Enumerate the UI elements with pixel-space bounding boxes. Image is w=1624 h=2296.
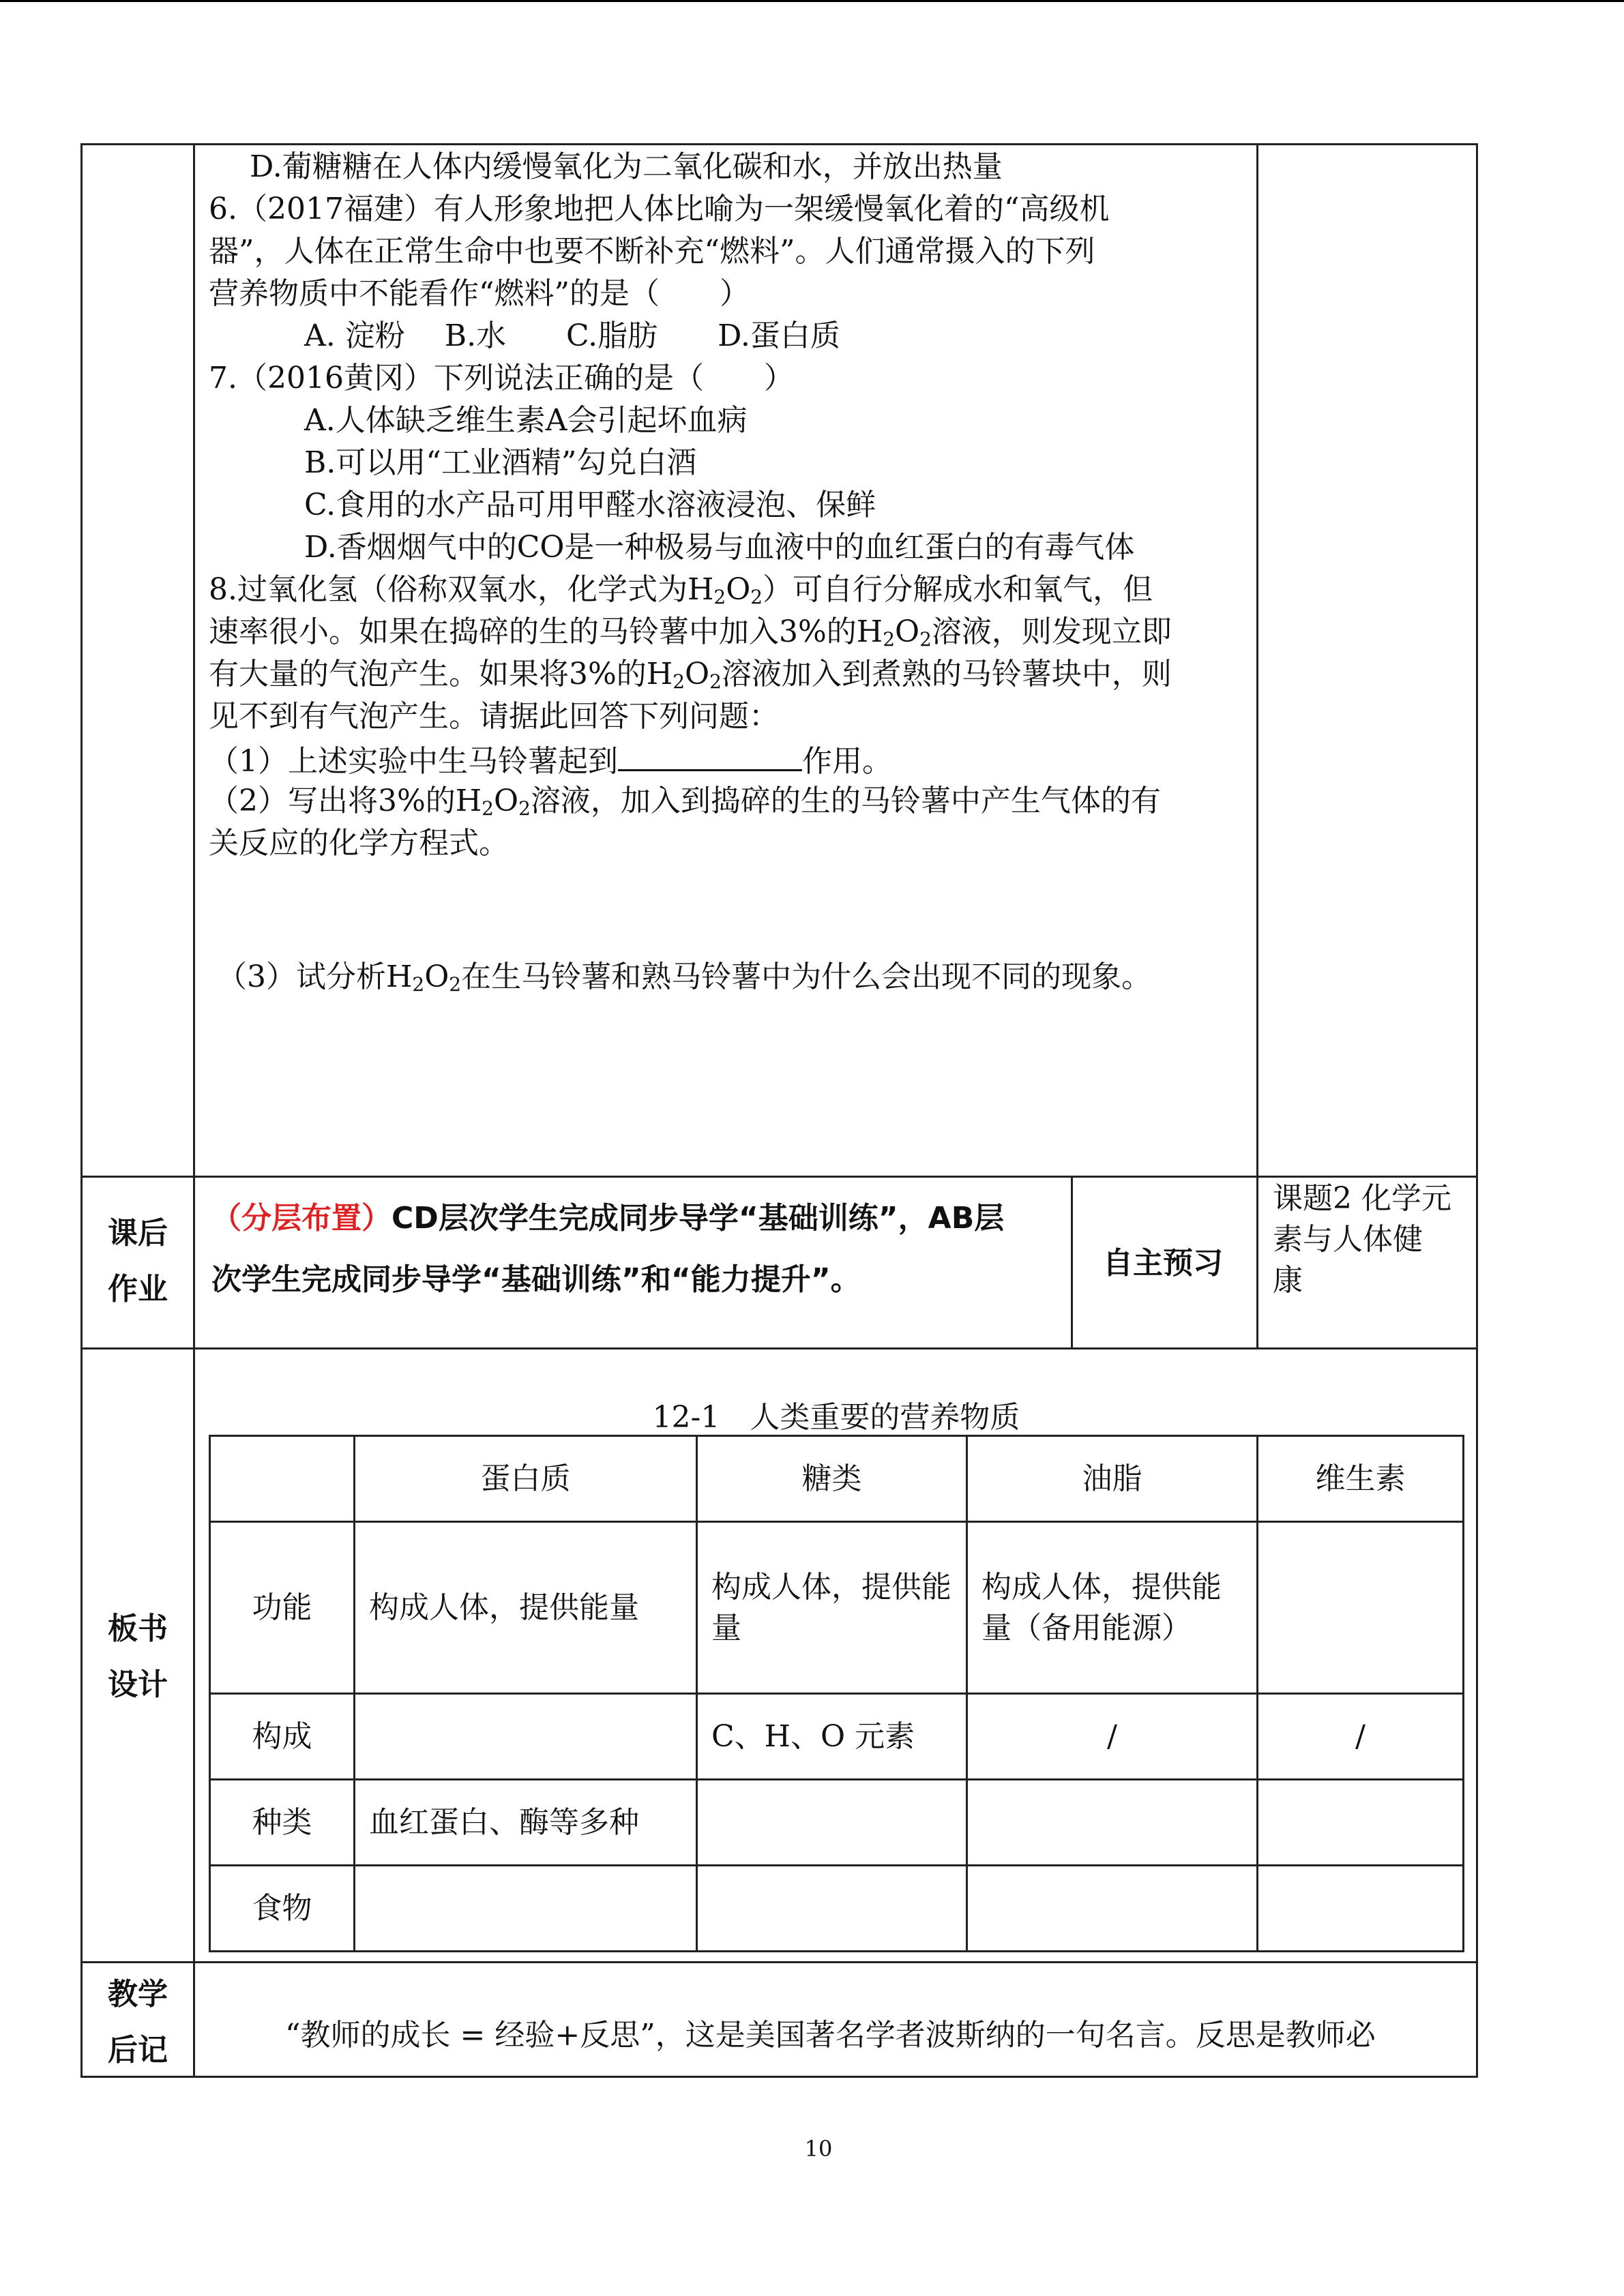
table-cell: 构成人体，提供能量（备用能源） [967, 1522, 1258, 1694]
reflection-label [83, 1967, 193, 2078]
question-8-line-1 [209, 569, 1259, 611]
subscript: 2 [412, 973, 425, 996]
table-cell: / [1258, 1694, 1464, 1780]
question-6-line-1: 6.（2017福建）有人形象地把人体比喻为一架缓慢氧化着的“高级机 [209, 192, 1110, 226]
table-border-board-bottom [80, 1961, 1478, 1963]
question-8-part-2 [209, 780, 1259, 822]
table-border-bottom [80, 2076, 1478, 2078]
question-7-option-b: B.可以用“工业酒精”勾兑白酒 [304, 445, 697, 480]
table-cell [1258, 1780, 1464, 1866]
next-lesson [1273, 1178, 1471, 1301]
formula-o: O [685, 657, 710, 691]
question-8-line-4: 见不到有气泡产生。请据此回答下列问题： [209, 699, 779, 734]
table-row-header: 种类 [210, 1780, 355, 1866]
homework-line-2: 次学生完成同步导学“基础训练”和“能力提升”。 [211, 1262, 861, 1297]
table-cell [697, 1866, 967, 1952]
board-design-label [83, 1601, 193, 1713]
table-row [210, 1694, 1464, 1780]
formula-o: O [726, 572, 751, 607]
table-cell: 血红蛋白、酶等多种 [355, 1780, 697, 1866]
page-top-border [0, 0, 1624, 2]
next-lesson-line-3: 康 [1273, 1263, 1303, 1298]
subscript: 2 [709, 670, 722, 693]
table-row [210, 1780, 1464, 1866]
answer-blank[interactable] [618, 738, 802, 771]
question-8-line-2 [209, 611, 1259, 653]
reflection-line-1: “教师的成长 = 经验+反思”，这是美国著名学者波斯纳的一句名言。反思是教师必 [285, 2018, 1376, 2053]
subscript: 2 [449, 973, 462, 996]
question-8-line-3 [209, 653, 1259, 696]
homework-line-1: CD层次学生完成同步导学“基础训练”，AB层 [392, 1201, 1005, 1236]
table-cell [1258, 1522, 1464, 1694]
q8-text: （3）试分析H [217, 959, 413, 994]
subscript: 2 [673, 670, 685, 693]
question-7-option-c: C.食用的水产品可用甲醛水溶液浸泡、保鲜 [304, 488, 876, 522]
homework-label-line-1: 课后 [108, 1216, 168, 1251]
table-cell [967, 1780, 1258, 1866]
table-border-exercises-bottom [80, 1176, 1478, 1178]
table-header-cell: 糖类 [697, 1436, 967, 1522]
table-border-right [1476, 143, 1478, 2077]
board-label-line-2: 设计 [108, 1667, 168, 1702]
table-border-top [80, 143, 1478, 145]
question-8-part-2-cont: 关反应的化学方程式。 [209, 826, 509, 861]
table-header-cell: 油脂 [967, 1436, 1258, 1522]
board-title: 12-1 人类重要的营养物质 [652, 1400, 1020, 1435]
q8-text: 溶液，则发现立即 [931, 614, 1172, 649]
table-border-label-column [193, 143, 195, 2077]
table-header-cell: 蛋白质 [355, 1436, 697, 1522]
self-study-label: 自主预习 [1103, 1246, 1223, 1281]
table-header-cell [210, 1436, 355, 1522]
question-8-part-3 [217, 956, 1267, 998]
subscript: 2 [518, 797, 531, 820]
q8-text: 溶液，加入到捣碎的生的马铃薯中产生气体的有 [530, 784, 1161, 818]
question-6-options: A. 淀粉 B.水 C.脂肪 D.蛋白质 [304, 318, 840, 353]
board-label-line-1: 板书 [108, 1611, 168, 1646]
reflection-label-line-1: 教学 [108, 1977, 168, 2012]
q8-text: 作用。 [802, 744, 892, 779]
next-lesson-line-2: 素与人体健 [1273, 1222, 1423, 1257]
question-7-stem: 7.（2016黄冈）下列说法正确的是（ ） [209, 361, 794, 396]
subscript: 2 [750, 586, 763, 608]
question-7-option-d: D.香烟烟气中的CO是一种极易与血液中的血红蛋白的有毒气体 [304, 530, 1135, 565]
table-row-header: 功能 [210, 1522, 355, 1694]
reflection-text [209, 2012, 1477, 2059]
formula-o: O [895, 614, 920, 649]
next-lesson-line-1: 课题2 化学元 [1273, 1181, 1451, 1216]
table-cell [1258, 1866, 1464, 1952]
table-header-row [210, 1436, 1464, 1522]
subscript: 2 [482, 797, 494, 820]
table-cell: C、H、O 元素 [697, 1694, 967, 1780]
exercise-section [209, 146, 1259, 865]
q8-text: 8.过氧化氢（俗称双氧水，化学式为H [209, 572, 714, 607]
q8-text: 有大量的气泡产生。如果将3%的H [209, 657, 673, 691]
subscript: 2 [883, 628, 896, 651]
reflection-label-line-2: 后记 [108, 2033, 168, 2068]
page-number: 10 [804, 2136, 833, 2162]
q8-text: 速率很小。如果在捣碎的生的马铃薯中加入3%的H [209, 614, 883, 649]
question-6-line-3: 营养物质中不能看作“燃料”的是（ ） [209, 276, 750, 311]
table-row [210, 1522, 1464, 1694]
subscript: 2 [919, 628, 932, 651]
table-row [210, 1866, 1464, 1952]
q8-text: 在生马铃薯和熟马铃薯中为什么会出现不同的现象。 [461, 959, 1152, 994]
table-cell [967, 1866, 1258, 1952]
table-header-cell: 维生素 [1258, 1436, 1464, 1522]
table-cell: 构成人体，提供能量 [355, 1522, 697, 1694]
table-border-homework-bottom [80, 1347, 1478, 1350]
question-7-option-a: A.人体缺乏维生素A会引起坏血病 [304, 403, 748, 438]
formula-o: O [424, 959, 449, 994]
table-cell: 构成人体，提供能量 [697, 1522, 967, 1694]
table-cell [697, 1780, 967, 1866]
subscript: 2 [713, 586, 726, 608]
q8-text: 溶液加入到煮熟的马铃薯块中，则 [721, 657, 1172, 691]
homework-label [83, 1206, 193, 1317]
question-6-line-2: 器”，人体在正常生命中也要不断补充“燃料”。人们通常摄入的下列 [209, 234, 1095, 269]
table-cell [355, 1694, 697, 1780]
question-5-option-d: D.葡糖糖在人体内缓慢氧化为二氧化碳和水，并放出热量 [250, 149, 1003, 184]
homework-text [211, 1188, 1057, 1311]
tiered-tag: （分层布置） [211, 1201, 392, 1236]
q8-text: ）可自行分解成水和氧气，但 [763, 572, 1153, 607]
q8-text: （2）写出将3%的H [209, 784, 482, 818]
table-cell: / [967, 1694, 1258, 1780]
q8-text: （1）上述实验中生马铃薯起到 [209, 744, 618, 779]
nutrient-table [209, 1435, 1464, 1952]
table-cell [355, 1866, 697, 1952]
table-row-header: 构成 [210, 1694, 355, 1780]
table-row-header: 食物 [210, 1866, 355, 1952]
formula-o: O [494, 784, 519, 818]
table-border-left [80, 143, 83, 2077]
question-8-part-1 [209, 738, 1259, 780]
homework-label-line-2: 作业 [108, 1272, 168, 1307]
